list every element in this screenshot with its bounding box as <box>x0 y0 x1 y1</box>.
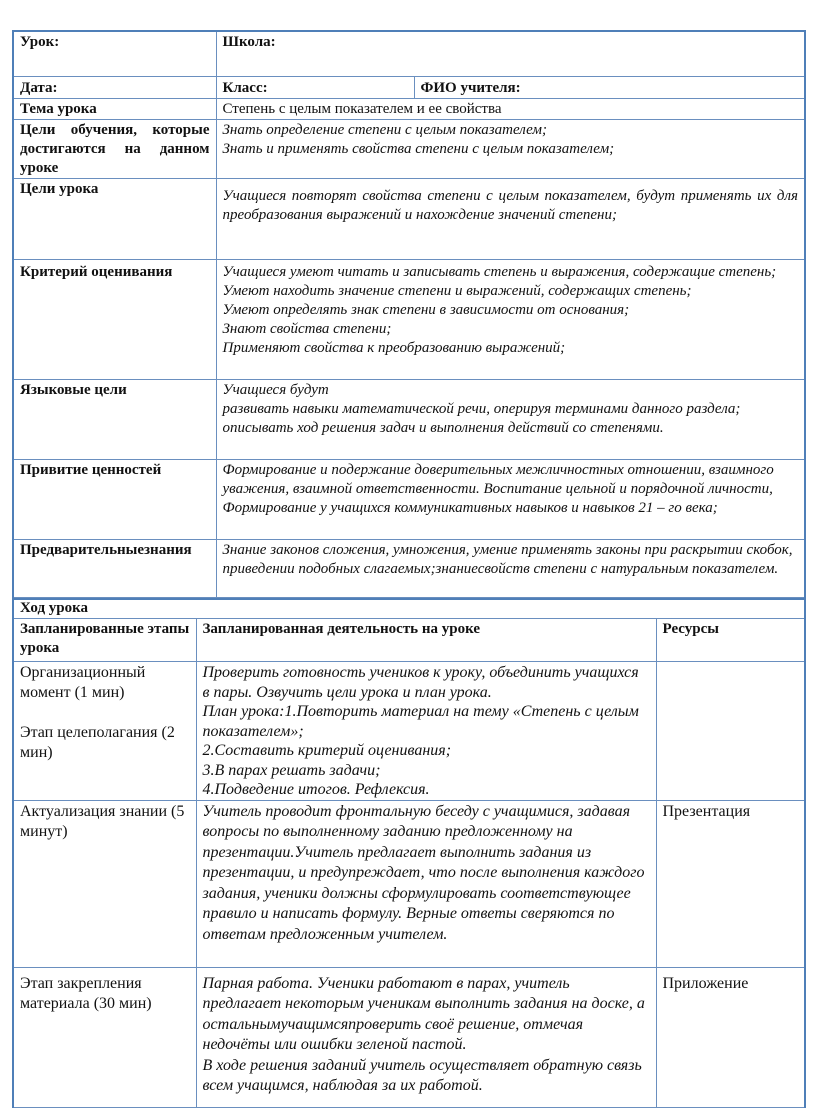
criterion: Умеют определять знак степени в зависимости от основания; <box>222 301 630 318</box>
language-goal: Учащиеся будут <box>222 381 329 398</box>
school-label: Школа: <box>216 31 805 76</box>
table-row <box>13 967 805 1107</box>
activity-line: В ходе решения заданий учитель осуществляет обратную связь всем учащимся, наблюдая за их работой. <box>202 1056 642 1094</box>
class-label: Класс: <box>216 76 414 98</box>
activity-line: 2.Составить критерий оценивания; <box>202 742 452 759</box>
criterion: Учащиеся умеют читать и записывать степень и выражения, содержащие степень; <box>222 263 777 280</box>
criteria-label: Критерий оценивания <box>13 259 216 379</box>
resource: Презентация <box>656 800 805 967</box>
table-row <box>13 800 805 967</box>
learning-goal: Знать и применять свойства степени с целым показателем; <box>222 140 615 157</box>
value-item: Формирование и подержание доверительных межличностных отношении, взаимного уважения, взаимной ответственности. Воспитание цельной и порядочной личности, <box>222 461 774 497</box>
activity-line: Парная работа. Ученики работают в парах, учитель предлагает некоторым ученикам выполнить задания на доске, а остальнымучащимсяпроверить своё решение, отмечая недочёты или ошибки зеленой пастой. <box>202 974 645 1053</box>
prior-knowledge-label: Предварительныезнания <box>13 539 216 599</box>
language-goals-label: Языковые цели <box>13 379 216 459</box>
stage-label: Организационный момент (1 мин) <box>20 664 146 701</box>
value-item: Формирование у учащихся коммуникативных навыков и навыков 21 – го века; <box>222 499 718 516</box>
language-goal: развивать навыки математической речи, оперируя терминами данного раздела; <box>222 400 741 417</box>
criterion: Знают свойства степени; <box>222 320 392 337</box>
plan-title: Ход урока <box>13 598 805 619</box>
lesson-info-table <box>12 30 806 600</box>
activity-line: План урока:1.Повторить материал на тему «Степень с целым показателем»; <box>202 703 639 740</box>
topic-value: Степень с целым показателем и ее свойства <box>216 98 805 119</box>
col-resources: Ресурсы <box>656 619 805 662</box>
values-label: Привитие ценностей <box>13 459 216 539</box>
activity-line: Учитель проводит фронтальную беседу с учащимися, задавая вопросы по выполненному заданию предложенному на презентации.Учитель предлагает выполнить задания из презентации, и предупреждает, что после выполнения каждого задания, ученики должны сформулировать соответствующее правило и написать формулу. Верные ответы сверяются по ответам предложенным учителем. <box>196 800 656 967</box>
criterion: Применяют свойства к преобразованию выражений; <box>222 339 566 356</box>
topic-label: Тема урока <box>13 98 216 119</box>
activity-line: 4.Подведение итогов. Рефлексия. <box>202 781 430 798</box>
learning-goals-label: Цели обучения, которые достигаются на данном уроке <box>13 119 216 178</box>
activity-line: 3.В парах решать задачи; <box>202 761 381 779</box>
col-stages: Запланированные этапы урока <box>13 619 196 662</box>
lesson-plan-table <box>12 597 806 1108</box>
stage-label: Этап закрепления материала (30 мин) <box>13 967 196 1107</box>
language-goal: описывать ход решения задач и выполнения действий со степенями. <box>222 419 664 436</box>
activity-line: Проверить готовность учеников к уроку, объединить учащихся в пары. Озвучить цели урока и план урока. <box>202 664 639 701</box>
lesson-goals-value: Учащиеся повторят свойства степени с целым показателем, будут применять их для преобразования выражений и нахождение значений степени; <box>216 178 805 259</box>
prior-knowledge-value: Знание законов сложения, умножения, умение применять законы при раскрытии скобок, приведении подобных слагаемых;знаниесвойств степени с натуральным показателем. <box>216 539 805 599</box>
resource: Приложение <box>656 967 805 1107</box>
criterion: Умеют находить значение степени и выражений, содержащих степень; <box>222 282 692 299</box>
lesson-goals-label: Цели урока <box>13 178 216 259</box>
date-label: Дата: <box>13 76 216 98</box>
col-activity: Запланированная деятельность на уроке <box>196 619 656 662</box>
stage-label: Этап целеполагания (2 мин) <box>20 724 175 761</box>
lesson-label: Урок: <box>13 31 216 76</box>
table-row <box>13 662 805 801</box>
resource <box>656 662 805 801</box>
stage-label: Актуализация знании (5 минут) <box>13 800 196 967</box>
teacher-label: ФИО учителя: <box>414 76 805 98</box>
learning-goal: Знать определение степени с целым показателем; <box>222 121 547 138</box>
